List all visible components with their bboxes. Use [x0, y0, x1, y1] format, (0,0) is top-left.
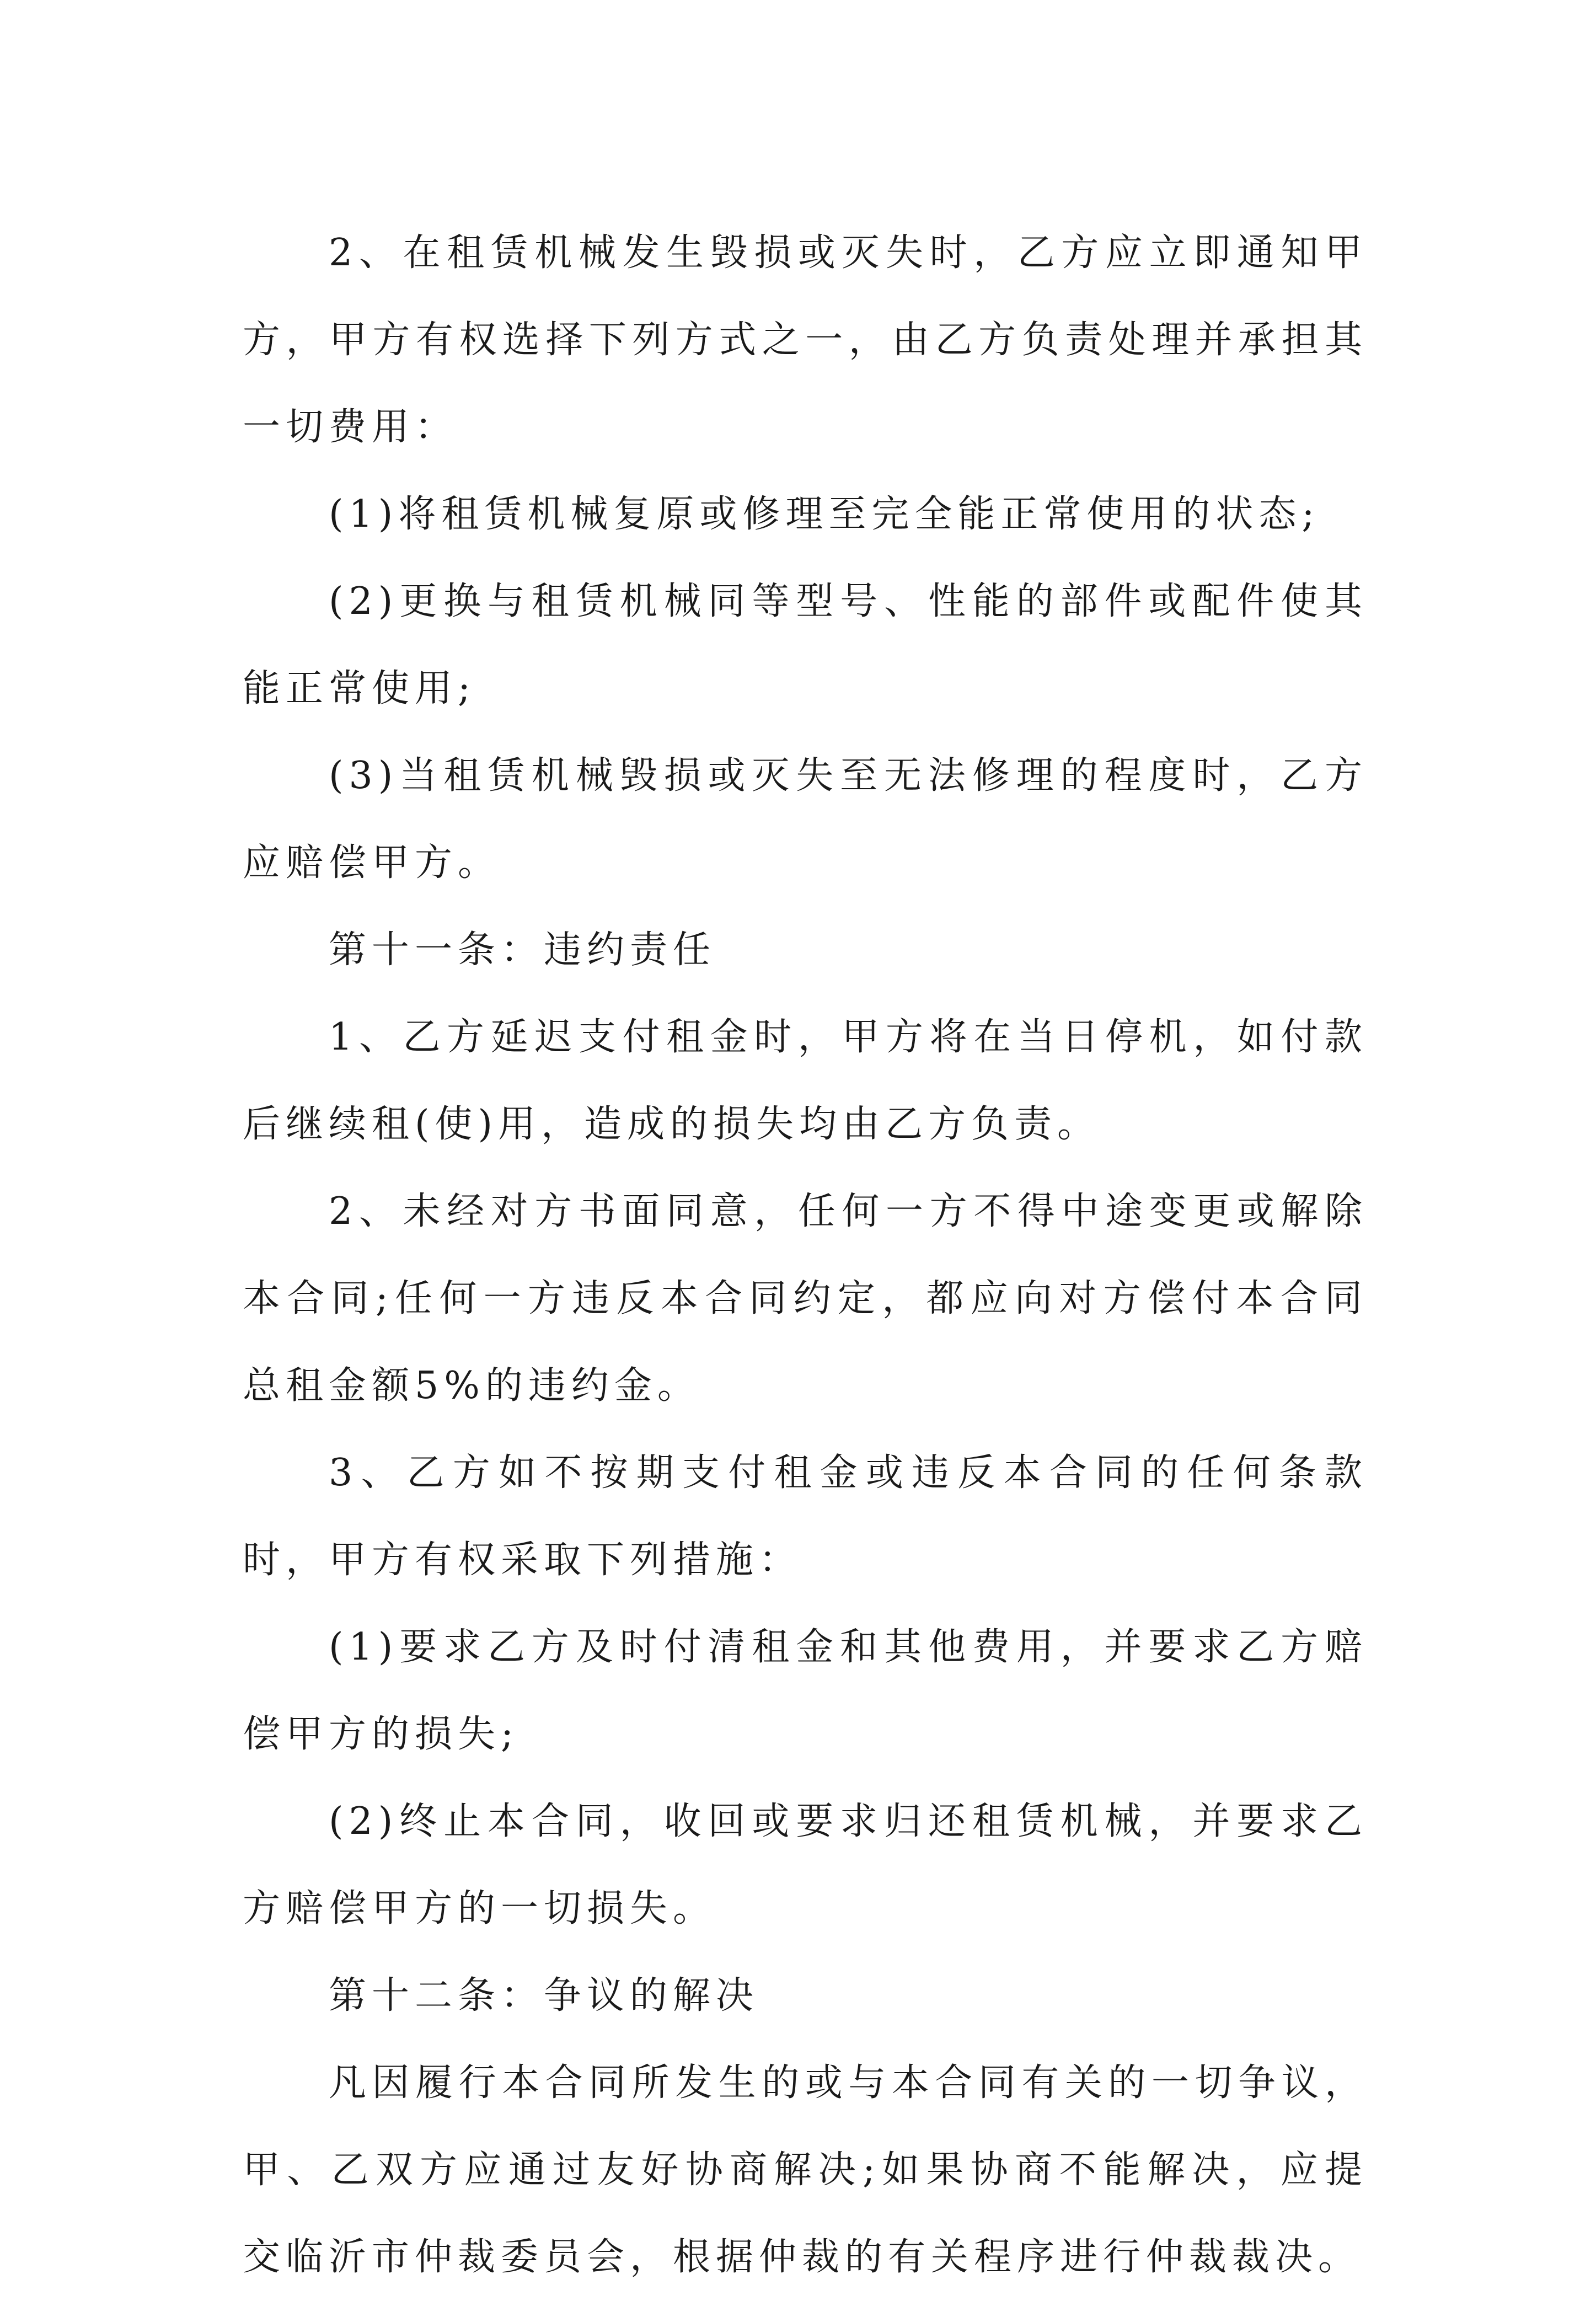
clause-10-item-2-option-1: (1)将租赁机械复原或修理至完全能正常使用的状态; — [329, 493, 1320, 536]
document-body — [243, 210, 1368, 2301]
clause-11-item-3-option-1: (1)要求乙方及时付清租金和其他费用，并要求乙方赔偿甲方的损失; — [243, 1625, 1368, 1756]
clause-10-item-2-option-3: (3)当租赁机械毁损或灭失至无法修理的程度时，乙方应赔偿甲方。 — [243, 754, 1368, 885]
clause-12-body: 凡因履行本合同所发生的或与本合同有关的一切争议，甲、乙双方应通过友好协商解决;如果协商不能解决，应提交临沂市仲裁委员会，根据仲裁的有关程序进行仲裁裁决。 — [243, 2061, 1368, 2279]
clause-12-heading: 第十二条：争议的解决 — [329, 1974, 759, 2018]
clause-10-item-2: 2、在租赁机械发生毁损或灭失时，乙方应立即通知甲方，甲方有权选择下列方式之一，由乙方负责处理并承担其一切费用： — [243, 231, 1368, 449]
clause-11-heading: 第十一条：违约责任 — [329, 928, 716, 972]
clause-11-item-2: 2、未经对方书面同意，任何一方不得中途变更或解除本合同;任何一方违反本合同约定，都应向对方偿付本合同总租金额5%的违约金。 — [243, 1190, 1368, 1408]
clause-11-item-3: 3、乙方如不按期支付租金或违反本合同的任何条款时，甲方有权采取下列措施： — [243, 1451, 1368, 1582]
clause-11-item-1: 1、乙方延迟支付租金时，甲方将在当日停机，如付款后继续租(使)用，造成的损失均由乙方负责。 — [243, 1015, 1368, 1146]
clause-10-item-2-option-2: (2)更换与租赁机械同等型号、性能的部件或配件使其能正常使用; — [243, 580, 1368, 710]
clause-11-item-3-option-2: (2)终止本合同，收回或要求归还租赁机械，并要求乙方赔偿甲方的一切损失。 — [243, 1800, 1368, 1930]
